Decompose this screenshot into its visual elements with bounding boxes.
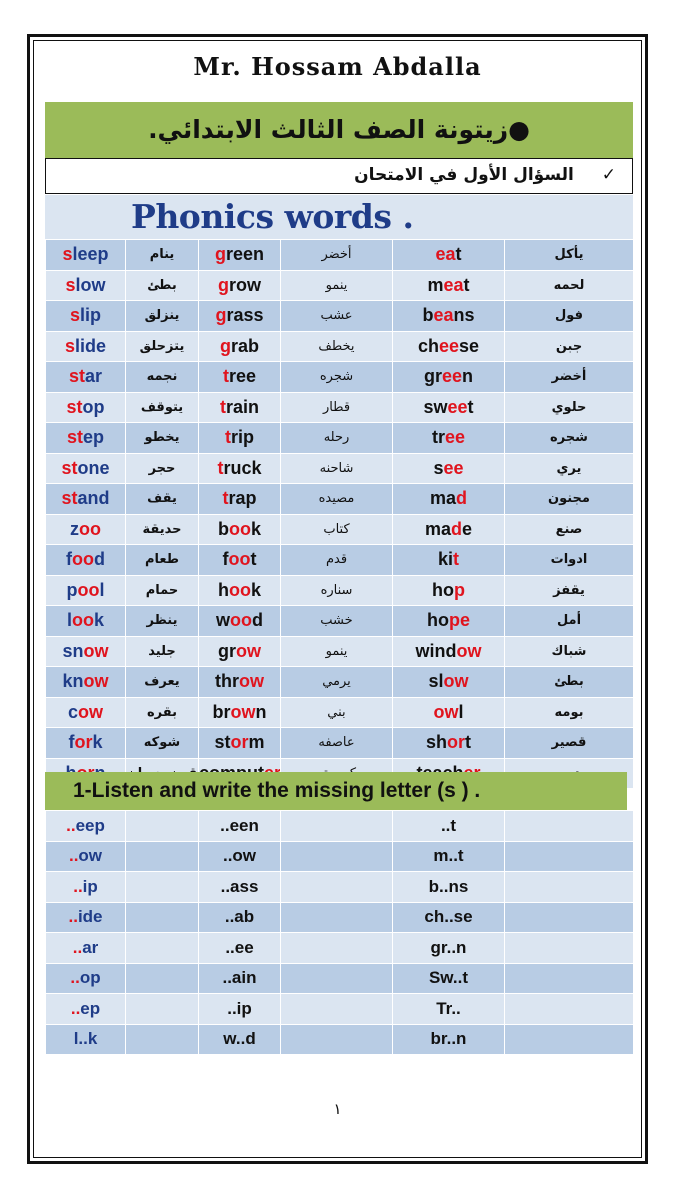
english-word: meat bbox=[393, 270, 505, 301]
answer-blank[interactable] bbox=[281, 963, 393, 994]
english-word: hope bbox=[393, 606, 505, 637]
english-word: trap bbox=[199, 484, 281, 515]
english-word: see bbox=[393, 453, 505, 484]
english-word: know bbox=[46, 667, 126, 698]
english-word: book bbox=[199, 514, 281, 545]
english-word: eat bbox=[393, 240, 505, 271]
answer-blank[interactable] bbox=[126, 872, 199, 903]
english-word: slow bbox=[46, 270, 126, 301]
exercise-heading: 1-Listen and write the missing letter (s ) . bbox=[45, 772, 627, 810]
english-word: grow bbox=[199, 636, 281, 667]
author-name: Mr. Hossam Abdalla bbox=[193, 52, 482, 81]
answer-blank[interactable] bbox=[505, 872, 634, 903]
exercise-row bbox=[46, 841, 634, 872]
missing-word: ..ass bbox=[199, 872, 281, 903]
arabic-meaning: شباك bbox=[505, 636, 634, 667]
arabic-meaning: نجمه bbox=[126, 362, 199, 393]
english-word: train bbox=[199, 392, 281, 423]
arabic-meaning: جليد bbox=[126, 636, 199, 667]
missing-word: ..op bbox=[46, 963, 126, 994]
arabic-meaning: شجره bbox=[505, 423, 634, 454]
english-word: wood bbox=[199, 606, 281, 637]
english-word: window bbox=[393, 636, 505, 667]
missing-word: ..ab bbox=[199, 902, 281, 933]
arabic-meaning: ينمو bbox=[281, 636, 393, 667]
arabic-meaning: يقفز bbox=[505, 575, 634, 606]
answer-blank[interactable] bbox=[505, 1024, 634, 1055]
word-row bbox=[46, 484, 634, 515]
missing-word: ..ip bbox=[46, 872, 126, 903]
answer-blank[interactable] bbox=[126, 902, 199, 933]
arabic-meaning: ينام bbox=[126, 240, 199, 271]
missing-word: br..n bbox=[393, 1024, 505, 1055]
arabic-meaning: فول bbox=[505, 301, 634, 332]
missing-word: Tr.. bbox=[393, 994, 505, 1025]
arabic-meaning: حمام bbox=[126, 575, 199, 606]
arabic-meaning: أمل bbox=[505, 606, 634, 637]
english-word: owl bbox=[393, 697, 505, 728]
english-word: tree bbox=[393, 423, 505, 454]
answer-blank[interactable] bbox=[126, 994, 199, 1025]
arabic-meaning: شاحنه bbox=[281, 453, 393, 484]
arabic-meaning: سناره bbox=[281, 575, 393, 606]
answer-blank[interactable] bbox=[505, 841, 634, 872]
answer-blank[interactable] bbox=[505, 902, 634, 933]
arabic-meaning: ينظر bbox=[126, 606, 199, 637]
exercise-row bbox=[46, 1024, 634, 1055]
word-row bbox=[46, 697, 634, 728]
english-word: star bbox=[46, 362, 126, 393]
english-word: grab bbox=[199, 331, 281, 362]
missing-word: ..ar bbox=[46, 933, 126, 964]
arabic-meaning: طعام bbox=[126, 545, 199, 576]
arabic-meaning: صنع bbox=[505, 514, 634, 545]
answer-blank[interactable] bbox=[126, 1024, 199, 1055]
word-row bbox=[46, 270, 634, 301]
page-number: ١ bbox=[333, 1100, 342, 1118]
answer-blank[interactable] bbox=[505, 811, 634, 842]
word-row bbox=[46, 667, 634, 698]
arabic-meaning: قطار bbox=[281, 392, 393, 423]
word-row bbox=[46, 575, 634, 606]
english-word: pool bbox=[46, 575, 126, 606]
arabic-meaning: حديقة bbox=[126, 514, 199, 545]
english-word: cow bbox=[46, 697, 126, 728]
word-row bbox=[46, 514, 634, 545]
arabic-meaning: شجره bbox=[281, 362, 393, 393]
word-row bbox=[46, 606, 634, 637]
arabic-meaning: يأكل bbox=[505, 240, 634, 271]
subtitle-text: السؤال الأول في الامتحان bbox=[354, 165, 574, 185]
answer-blank[interactable] bbox=[505, 994, 634, 1025]
missing-word: ..ow bbox=[199, 841, 281, 872]
arabic-meaning: بقره bbox=[126, 697, 199, 728]
arabic-meaning: يرمي bbox=[281, 667, 393, 698]
missing-word: ..ep bbox=[46, 994, 126, 1025]
english-word: made bbox=[393, 514, 505, 545]
missing-word: ..ide bbox=[46, 902, 126, 933]
english-word: fork bbox=[46, 728, 126, 759]
arabic-meaning: حلوي bbox=[505, 392, 634, 423]
arabic-meaning: قصير bbox=[505, 728, 634, 759]
english-word: slip bbox=[46, 301, 126, 332]
english-word: grow bbox=[199, 270, 281, 301]
english-word: hook bbox=[199, 575, 281, 606]
missing-word: ch..se bbox=[393, 902, 505, 933]
answer-blank[interactable] bbox=[281, 994, 393, 1025]
missing-word: ..eep bbox=[46, 811, 126, 842]
arabic-meaning: حجر bbox=[126, 453, 199, 484]
arabic-meaning: شوكه bbox=[126, 728, 199, 759]
missing-word: gr..n bbox=[393, 933, 505, 964]
arabic-meaning: يعرف bbox=[126, 667, 199, 698]
exercise-row bbox=[46, 933, 634, 964]
arabic-meaning: ينزلق bbox=[126, 301, 199, 332]
english-word: hop bbox=[393, 575, 505, 606]
english-word: truck bbox=[199, 453, 281, 484]
english-word: stand bbox=[46, 484, 126, 515]
english-word: short bbox=[393, 728, 505, 759]
word-row bbox=[46, 362, 634, 393]
english-word: grass bbox=[199, 301, 281, 332]
arabic-meaning: أخضر bbox=[281, 240, 393, 271]
arabic-meaning: يخطف bbox=[281, 331, 393, 362]
english-word: slide bbox=[46, 331, 126, 362]
question-subtitle bbox=[45, 158, 633, 194]
answer-blank[interactable] bbox=[126, 811, 199, 842]
word-row bbox=[46, 453, 634, 484]
word-row bbox=[46, 728, 634, 759]
exercise-row bbox=[46, 811, 634, 842]
word-row bbox=[46, 636, 634, 667]
missing-word: ..ow bbox=[46, 841, 126, 872]
missing-letters-table bbox=[45, 810, 634, 1055]
arabic-meaning: قدم bbox=[281, 545, 393, 576]
word-row bbox=[46, 331, 634, 362]
check-icon: ✓ bbox=[601, 165, 616, 185]
english-word: kit bbox=[393, 545, 505, 576]
missing-word: w..d bbox=[199, 1024, 281, 1055]
missing-word: b..ns bbox=[393, 872, 505, 903]
english-word: slow bbox=[393, 667, 505, 698]
answer-blank[interactable] bbox=[281, 933, 393, 964]
phonics-title: Phonics words . bbox=[45, 195, 633, 239]
arabic-meaning: ادوات bbox=[505, 545, 634, 576]
arabic-meaning: عاصفه bbox=[281, 728, 393, 759]
arabic-meaning: يتوقف bbox=[126, 392, 199, 423]
arabic-meaning: مجنون bbox=[505, 484, 634, 515]
missing-word: ..ain bbox=[199, 963, 281, 994]
arabic-meaning: رحله bbox=[281, 423, 393, 454]
word-row bbox=[46, 545, 634, 576]
arabic-meaning: عشب bbox=[281, 301, 393, 332]
english-word: stone bbox=[46, 453, 126, 484]
missing-word: ..ee bbox=[199, 933, 281, 964]
english-word: beans bbox=[393, 301, 505, 332]
arabic-meaning: بطئ bbox=[126, 270, 199, 301]
arabic-meaning: بطئ bbox=[505, 667, 634, 698]
missing-word: ..t bbox=[393, 811, 505, 842]
missing-word: m..t bbox=[393, 841, 505, 872]
word-row bbox=[46, 423, 634, 454]
answer-blank[interactable] bbox=[281, 902, 393, 933]
english-word: green bbox=[393, 362, 505, 393]
phonics-words-table bbox=[45, 239, 634, 789]
exercise-row bbox=[46, 963, 634, 994]
word-row bbox=[46, 240, 634, 271]
english-word: throw bbox=[199, 667, 281, 698]
worksheet-title: ●زيتونة الصف الثالث الابتدائي. bbox=[45, 102, 633, 158]
answer-blank[interactable] bbox=[281, 1024, 393, 1055]
english-word: sweet bbox=[393, 392, 505, 423]
answer-blank[interactable] bbox=[505, 933, 634, 964]
arabic-meaning: كتاب bbox=[281, 514, 393, 545]
missing-word: ..ip bbox=[199, 994, 281, 1025]
answer-blank[interactable] bbox=[126, 933, 199, 964]
missing-word: Sw..t bbox=[393, 963, 505, 994]
english-word: storm bbox=[199, 728, 281, 759]
arabic-meaning: بني bbox=[281, 697, 393, 728]
arabic-meaning: جبن bbox=[505, 331, 634, 362]
english-word: stop bbox=[46, 392, 126, 423]
missing-word: l..k bbox=[46, 1024, 126, 1055]
arabic-meaning: أخضر bbox=[505, 362, 634, 393]
answer-blank[interactable] bbox=[126, 963, 199, 994]
exercise-row bbox=[46, 994, 634, 1025]
english-word: sleep bbox=[46, 240, 126, 271]
english-word: look bbox=[46, 606, 126, 637]
english-word: tree bbox=[199, 362, 281, 393]
exercise-row bbox=[46, 902, 634, 933]
english-word: snow bbox=[46, 636, 126, 667]
arabic-meaning: مصيده bbox=[281, 484, 393, 515]
english-word: foot bbox=[199, 545, 281, 576]
arabic-meaning: يتزحلق bbox=[126, 331, 199, 362]
english-word: food bbox=[46, 545, 126, 576]
answer-blank[interactable] bbox=[126, 841, 199, 872]
arabic-meaning: خشب bbox=[281, 606, 393, 637]
english-word: mad bbox=[393, 484, 505, 515]
english-word: zoo bbox=[46, 514, 126, 545]
exercise-row bbox=[46, 872, 634, 903]
missing-word: ..een bbox=[199, 811, 281, 842]
english-word: cheese bbox=[393, 331, 505, 362]
answer-blank[interactable] bbox=[505, 963, 634, 994]
arabic-meaning: بومه bbox=[505, 697, 634, 728]
english-word: green bbox=[199, 240, 281, 271]
english-word: step bbox=[46, 423, 126, 454]
english-word: trip bbox=[199, 423, 281, 454]
answer-blank[interactable] bbox=[281, 872, 393, 903]
english-word: brown bbox=[199, 697, 281, 728]
word-row bbox=[46, 392, 634, 423]
answer-blank[interactable] bbox=[281, 811, 393, 842]
arabic-meaning: ينمو bbox=[281, 270, 393, 301]
word-row bbox=[46, 301, 634, 332]
arabic-meaning: لحمه bbox=[505, 270, 634, 301]
arabic-meaning: يري bbox=[505, 453, 634, 484]
arabic-meaning: يخطو bbox=[126, 423, 199, 454]
arabic-meaning: يقف bbox=[126, 484, 199, 515]
answer-blank[interactable] bbox=[281, 841, 393, 872]
